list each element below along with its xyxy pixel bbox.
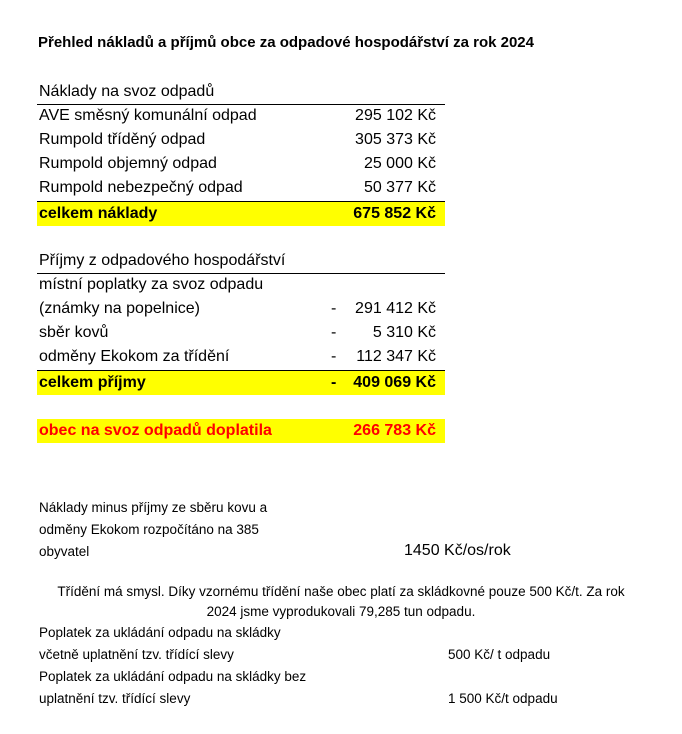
costs-total-value: 675 852 Kč: [353, 205, 436, 222]
per-capita-line-1: Náklady minus příjmy ze sběru kovu a: [39, 500, 268, 515]
cost-label: Rumpold nebezpečný odpad: [39, 179, 243, 196]
per-capita-line-2: odměny Ekokom rozpočítáno na 385: [39, 522, 259, 537]
income-label: odměny Ekokom za třídění: [39, 348, 230, 365]
costs-header-row: [37, 80, 445, 105]
income-dash: -: [331, 300, 337, 317]
cost-label: AVE směsný komunální odpad: [39, 107, 257, 124]
costs-header: Náklady na svoz odpadů: [39, 83, 215, 100]
page-title: Přehled nákladů a příjmů obce za odpadové hospodářství za rok 2024: [38, 34, 534, 51]
income-label: sběr kovů: [39, 324, 109, 341]
fee-2-value: 1 500 Kč/t odpadu: [448, 691, 558, 706]
income-header: Příjmy z odpadového hospodářství: [39, 252, 286, 269]
fee-1-line-1: Poplatek za ukládání odpadu na skládky: [39, 625, 281, 640]
income-total-row: [37, 370, 445, 395]
income-header-row: [37, 249, 445, 274]
fee-1-line-2: včetně uplatnění tzv. třídící slevy: [39, 647, 234, 662]
income-value: 112 347 Kč: [356, 348, 436, 365]
costs-total-label: celkem náklady: [39, 205, 158, 222]
table-row: [37, 321, 445, 345]
cost-value: 305 373 Kč: [355, 131, 436, 148]
income-dash: -: [331, 324, 337, 341]
income-dash: -: [331, 348, 337, 365]
cost-value: 50 377 Kč: [363, 179, 436, 196]
table-row: [37, 273, 445, 297]
income-value: 291 412 Kč: [355, 300, 436, 317]
balance-value: 266 783 Kč: [353, 422, 436, 439]
balance-row: [37, 419, 445, 443]
income-label: (známky na popelnice): [39, 300, 200, 317]
table-row: [37, 152, 445, 176]
cost-value: 25 000 Kč: [363, 155, 436, 172]
balance-label: obec na svoz odpadů doplatila: [39, 422, 272, 439]
table-row: [37, 176, 445, 200]
note-line-1: Třídění má smysl. Díky vzornému třídění naše obec platí za skládkovné pouze 500 Kč/t. Za rok: [57, 584, 625, 599]
fee-1-value: 500 Kč/ t odpadu: [448, 647, 551, 662]
table-row: [37, 297, 445, 321]
cost-label: Rumpold objemný odpad: [39, 155, 217, 172]
per-capita-line-3: obyvatel: [39, 544, 90, 559]
income-value: 5 310 Kč: [372, 324, 436, 341]
cost-value: 295 102 Kč: [355, 107, 436, 124]
costs-total-row: [37, 201, 445, 226]
income-total-value: 409 069 Kč: [353, 374, 436, 391]
table-row: [37, 104, 445, 128]
income-label: místní poplatky za svoz odpadu: [39, 276, 264, 293]
table-row: [37, 128, 445, 152]
income-total-dash: -: [331, 374, 337, 391]
cost-label: Rumpold tříděný odpad: [39, 131, 206, 148]
fee-2-line-1: Poplatek za ukládání odpadu na skládky bez: [39, 669, 307, 684]
income-total-label: celkem příjmy: [39, 374, 146, 391]
fee-2-line-2: uplatnění tzv. třídící slevy: [39, 691, 191, 706]
note-line-2: 2024 jsme vyprodukovali 79,285 tun odpadu.: [206, 604, 476, 619]
per-capita-value: 1450 Kč/os/rok: [404, 542, 511, 559]
table-row: [37, 345, 445, 369]
